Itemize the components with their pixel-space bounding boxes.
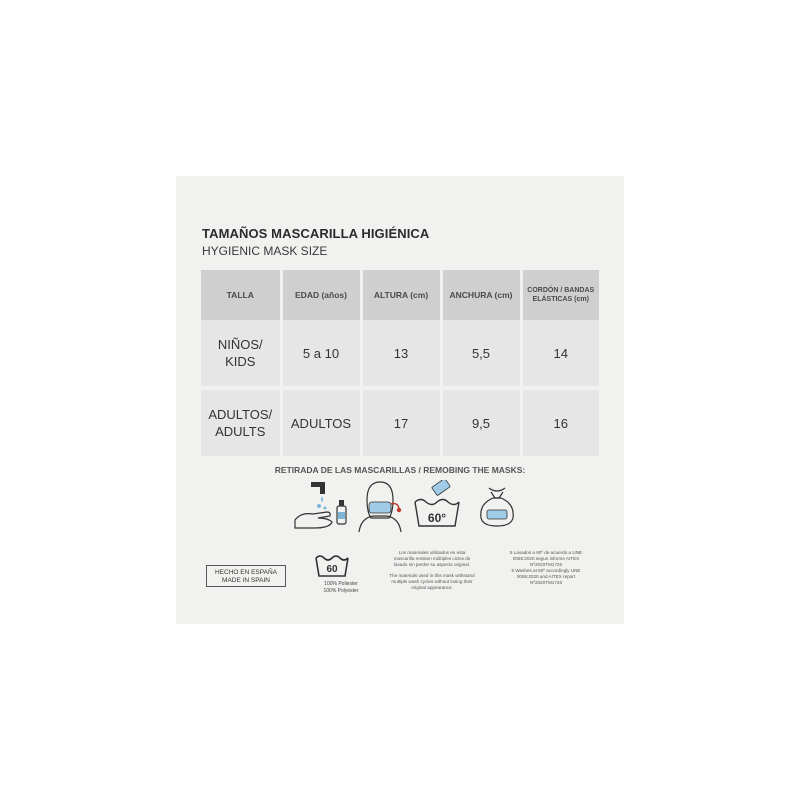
composition-en: 100% Polyester [323,588,359,594]
header-talla: TALLA [201,270,281,320]
cell-anchura: 9,5 [441,388,521,458]
page-title: TAMAÑOS MASCARILLA HIGIÉNICA [202,226,430,241]
cell-talla [201,388,281,458]
table-row [201,388,599,458]
cell-talla [201,320,281,388]
cell-cordon: 14 [521,320,599,388]
composition-es: 100% Poliester [324,581,358,587]
cell-edad: ADULTOS [281,388,361,458]
cell-altura: 13 [361,320,441,388]
hand-washing-icon [291,480,351,534]
header-altura: ALTURA (cm) [361,270,441,320]
cell-anchura: 5,5 [441,320,521,388]
wash-symbol-value: 60 [326,564,338,575]
header-anchura: ANCHURA (cm) [441,270,521,320]
talla-line2: ADULTS [215,424,266,439]
talla-line1: NIÑOS/ [217,337,263,352]
removal-heading: RETIRADA DE LAS MASCARILLAS / REMOBING THE MASKS: [274,465,526,475]
materials-es: Los materiales utilizados en esta mascarilla resisten múltiples ciclos de lavado sin perder su aspecto original. [393,550,471,567]
disposal-bag-icon [473,482,521,530]
page-subtitle: HYGIENIC MASK SIZE [202,244,328,258]
washes-note [506,550,586,586]
hecho-line1: HECHO EN ESPAÑA [214,569,277,576]
materials-note [388,550,476,591]
hecho-line2: MADE IN SPAIN [222,577,270,584]
header-edad: EDAD (años) [281,270,361,320]
mask-removal-icon [355,478,403,534]
made-in-spain-label [206,565,286,587]
table-header-row [201,270,599,320]
cell-altura: 17 [361,388,441,458]
size-table [201,270,599,460]
composition-text [306,581,376,595]
talla-line2: KIDS [225,354,256,369]
table-row [201,320,599,388]
removal-icons [281,476,531,534]
cell-cordon: 16 [521,388,599,458]
size-chart-card [176,176,624,624]
washes-en: 5 Washes at 60º accordingly UNE 0065:2020 and AITEX report Nº2020TM1726 [511,568,581,585]
wash-60-degrees-icon [411,480,463,532]
materials-en: The materials used in this mask withstand multiple wash cycles without losing their original appearance. [389,573,475,590]
cell-edad: 5 a 10 [281,320,361,388]
header-cordon: CORDÓN / BANDAS ELÁSTICAS (cm) [521,270,599,320]
washes-es: 5 Lavados a 60º de acuerdo a UNE 0065:2020 segun informe AITEX Nº2020TM1726 [509,550,583,567]
wash-temp-label: 60° [427,511,447,525]
talla-line1: ADULTOS/ [208,407,273,422]
wash-care-icon [314,550,350,578]
